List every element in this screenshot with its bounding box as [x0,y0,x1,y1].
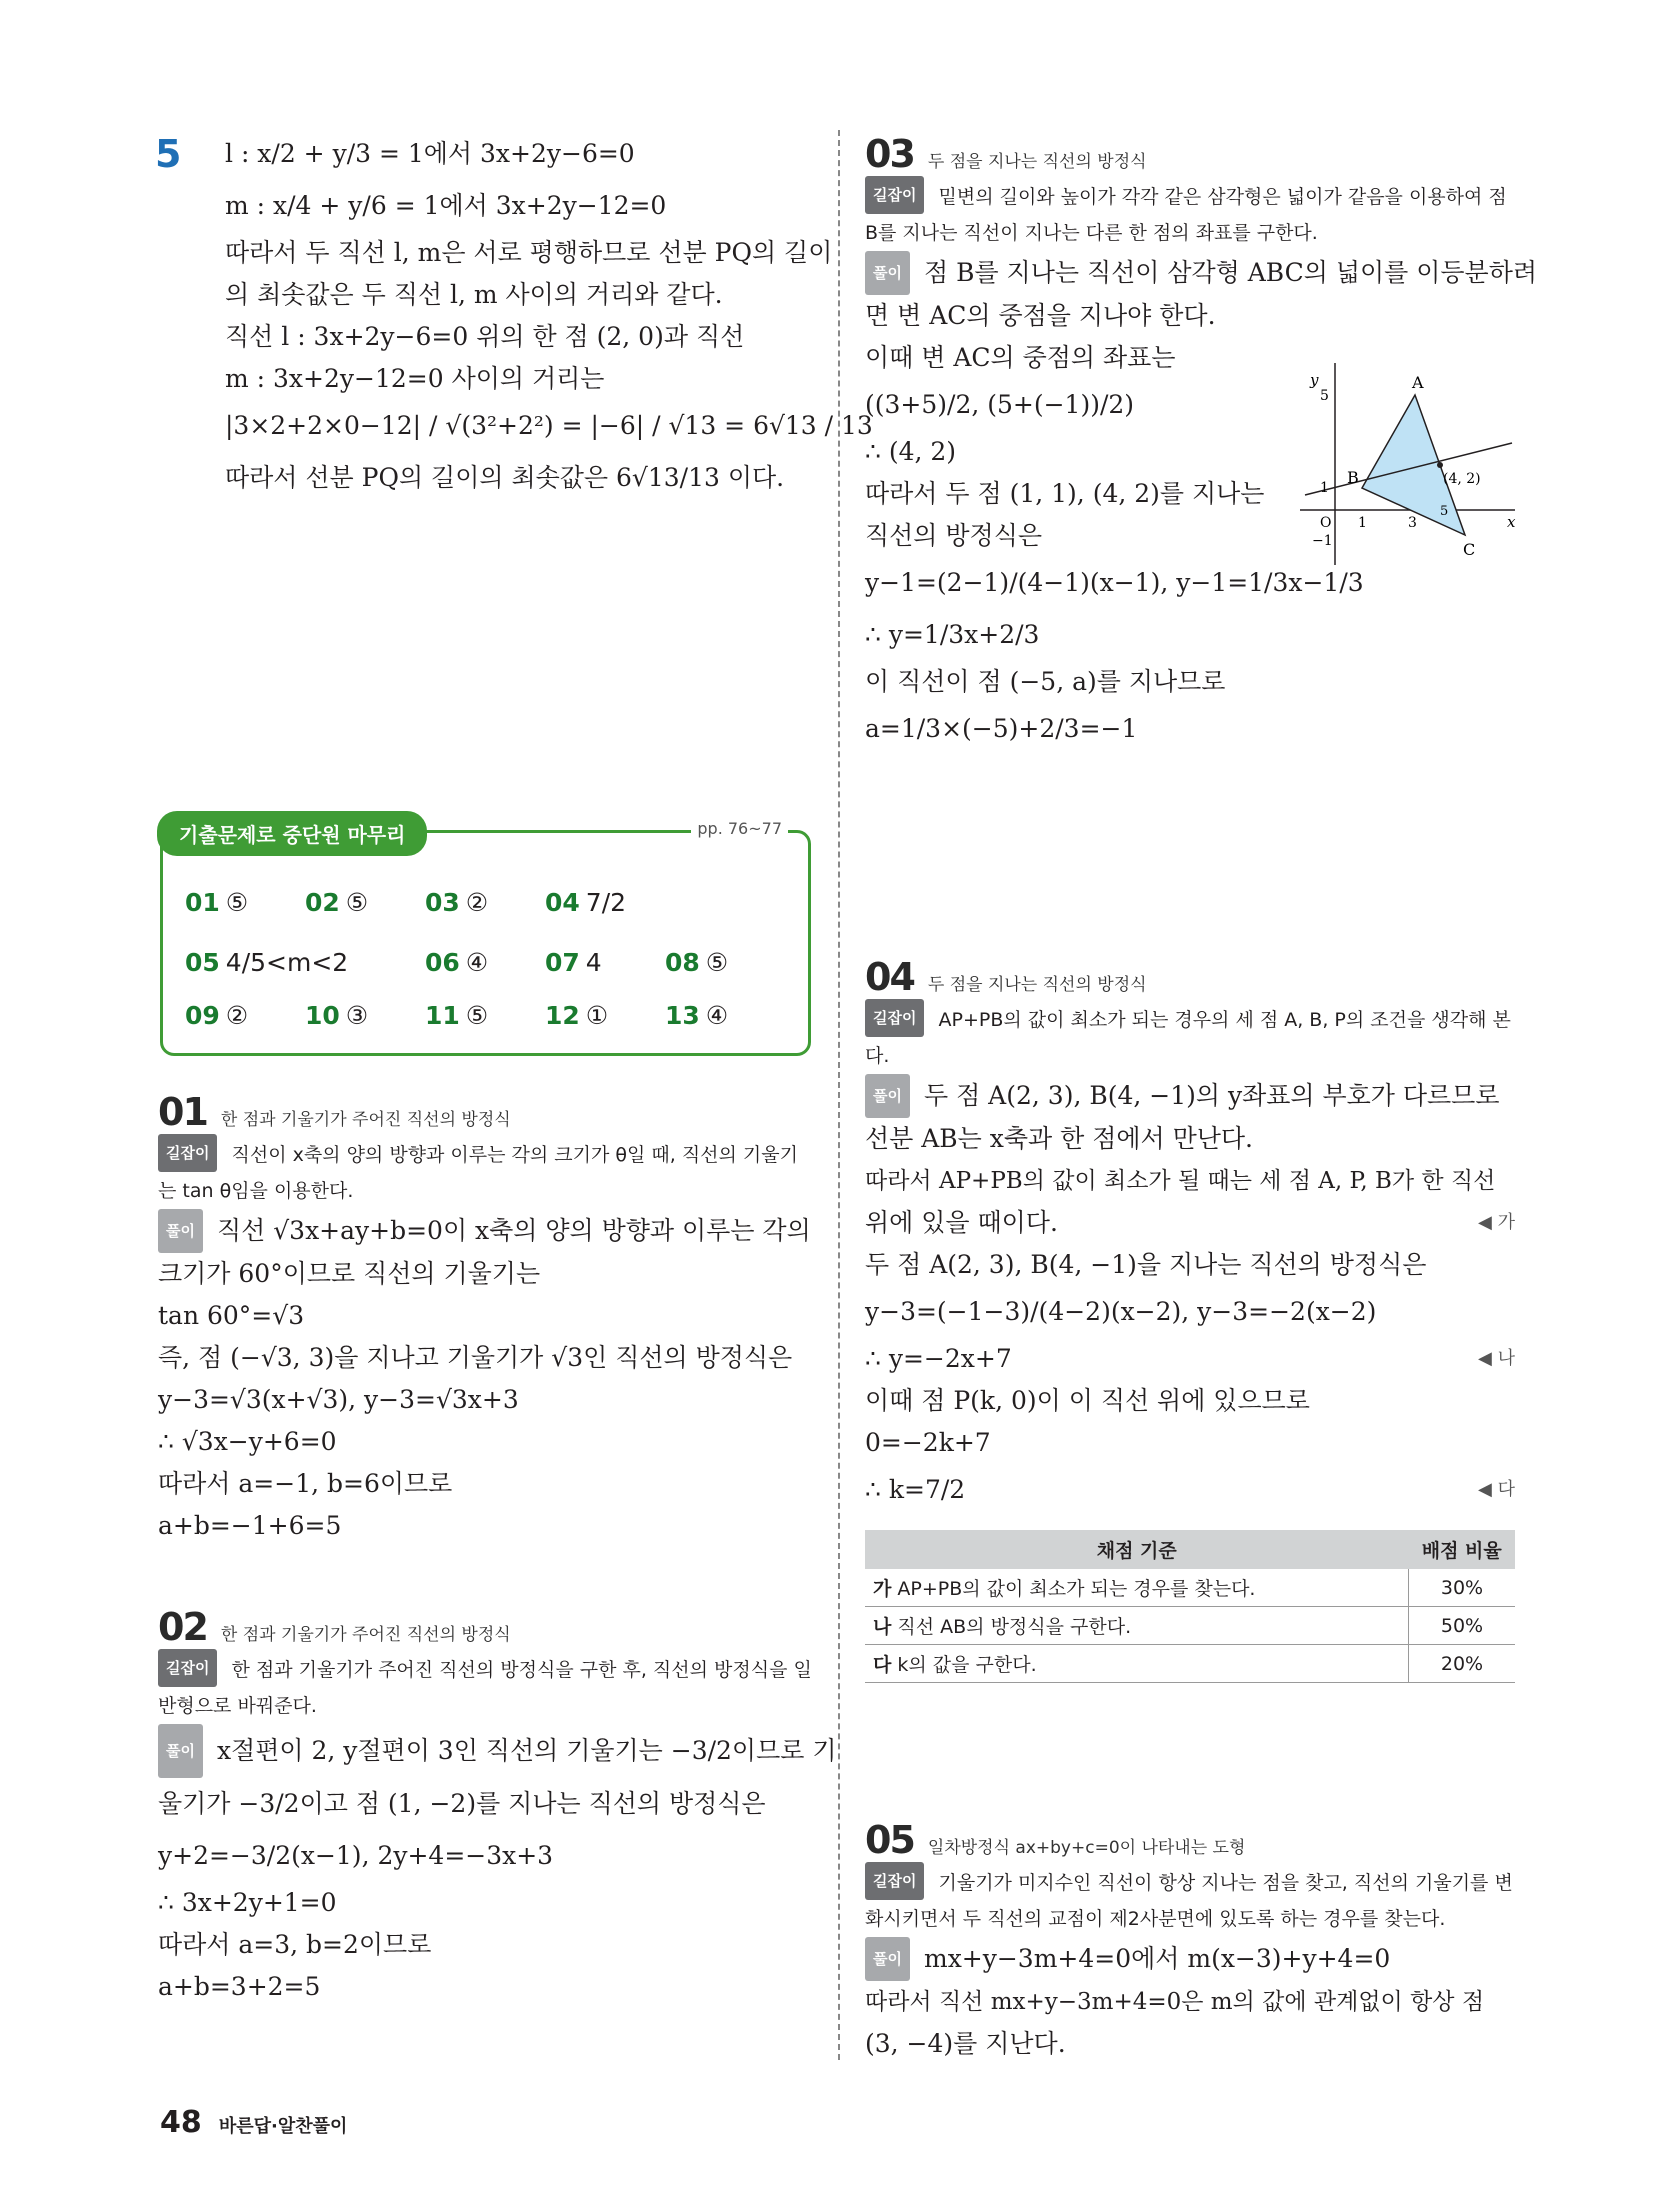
s01-line-4: 즉, 점 (−√3, 3)을 지나고 기울기가 √3인 직선의 방정식은 [158,1343,793,1372]
p5-line-2: m : x/4 + y/6 = 1에서 3x+2y−12=0 [225,191,667,220]
tick-x-1: 1 [1358,515,1367,531]
s02-line-4: ∴ 3x+2y+1=0 [158,1888,337,1917]
section-03-number: 03 [865,132,914,176]
answer-12: 12 ① [545,1001,609,1030]
answer-summary-box [160,819,811,1056]
section-03-guide: 밑변의 길이와 높이가 각각 같은 삼각형은 넓이가 같음을 이용하여 점 B를 지나는 직선이 지나는 다른 한 점의 좌표를 구한다. [865,186,1507,244]
s03-line-8: y−1=(2−1)/(4−1)(x−1), y−1=1/3x−1/3 [865,568,1364,597]
solution-tag: 풀이 [865,1937,910,1981]
answer-09: 09 ② [185,1001,249,1030]
section-05-title: 일차방정식 ax+by+c=0이 나타내는 도형 [927,1838,1246,1858]
p5-line-4: 의 최솟값은 두 직선 l, m 사이의 거리와 같다. [225,280,723,309]
section-04-title: 두 점을 지나는 직선의 방정식 [927,975,1147,995]
s02-line-1: x절편이 2, y절편이 3인 직선의 기울기는 −3/2이므로 기 [216,1736,837,1765]
table-row: 다 k의 값을 구한다. 20% [865,1645,1515,1683]
section-02-title: 한 점과 기울기가 주어진 직선의 방정식 [220,1625,511,1645]
s05-line-2: 따라서 직선 mx+y−3m+4=0은 m의 값에 관계없이 항상 점 [865,1989,1485,2015]
problem-5 [225,128,873,504]
table-row: 나 직선 AB의 방정식을 구한다. 50% [865,1607,1515,1645]
p5-line-7: |3×2+2×0−12| / √(3²+2²) = |−6| / √13 = 6√13 / 13 [225,411,873,440]
s05-line-3: (3, −4)를 지난다. [865,2029,1066,2058]
answer-11: 11 ⑤ [425,1001,489,1030]
s03-line-11: a=1/3×(−5)+2/3=−1 [865,714,1138,743]
s01-line-8: a+b=−1+6=5 [158,1511,342,1540]
scoring-table [865,1530,1515,1683]
solution-tag: 풀이 [158,1209,203,1253]
section-02-guide: 한 점과 기울기가 주어진 직선의 방정식을 구한 후, 직선의 방정식을 일반형으로 바꿔준다. [158,1659,812,1717]
section-01 [158,1080,813,1547]
midpoint-m [1437,462,1443,468]
section-04 [865,945,1515,1683]
s04-line-9: 0=−2k+7 [865,1428,991,1457]
answer-10: 10 ③ [305,1001,369,1030]
s01-line-2: 크기가 60°이므로 직선의 기울기는 [158,1259,541,1288]
s01-line-6: ∴ √3x−y+6=0 [158,1427,337,1456]
answer-13: 13 ④ [665,1001,729,1030]
tick-x-3: 3 [1408,515,1417,531]
s03-line-7: 직선의 방정식은 [865,521,1042,550]
s04-line-8: 이때 점 P(k, 0)이 이 직선 위에 있으므로 [865,1386,1310,1415]
answer-pages: pp. 76~77 [691,819,788,838]
solution-tag: 풀이 [865,251,910,295]
s02-line-2: 울기가 −3/2이고 점 (1, −2)를 지나는 직선의 방정식은 [158,1789,766,1818]
section-04-guide: AP+PB의 값이 최소가 되는 경우의 세 점 A, B, P의 조건을 생각해 본다. [865,1009,1511,1067]
s04-line-6: y−3=(−1−3)/(4−2)(x−2), y−3=−2(x−2) [865,1297,1377,1326]
s03-line-6: 따라서 두 점 (1, 1), (4, 2)를 지나는 [865,479,1265,508]
section-02-number: 02 [158,1605,207,1649]
s02-line-6: a+b=3+2=5 [158,1972,321,2001]
section-05-guide: 기울기가 미지수인 직선이 항상 지나는 점을 찾고, 직선의 기울기를 변화시키면서 두 직선의 교점이 제2사분면에 있도록 하는 경우를 찾는다. [865,1872,1513,1930]
s01-line-1: 직선 √3x+ay+b=0이 x축의 양의 방향과 이루는 각의 [216,1216,811,1245]
scoring-head-ratio: 배점 비율 [1409,1530,1516,1569]
s02-line-5: 따라서 a=3, b=2이므로 [158,1930,432,1959]
page-footer [160,2105,347,2140]
triangle-graph [1290,355,1520,570]
triangle-abc [1362,395,1465,535]
point-c-label: C [1463,540,1476,559]
tick-1: 1 [1320,480,1329,496]
guide-tag: 길잡이 [865,999,924,1037]
s03-line-10: 이 직선이 점 (−5, a)를 지나므로 [865,667,1226,696]
s03-line-3: 이때 변 AC의 중점의 좌표는 [865,343,1176,372]
point-a-label: A [1412,373,1424,392]
mark-na: ◀ 나 [1478,1348,1515,1369]
s03-line-1: 점 B를 지나는 직선이 삼각형 ABC의 넓이를 이등분하려 [923,258,1538,287]
s04-line-7: ∴ y=−2x+7 [865,1344,1012,1373]
p5-line-6: m : 3x+2y−12=0 사이의 거리는 [225,364,605,393]
table-row: 가 AP+PB의 값이 최소가 되는 경우를 찾는다. 30% [865,1569,1515,1607]
answer-08: 08 ⑤ [665,948,729,977]
s03-line-2: 면 변 AC의 중점을 지나야 한다. [865,301,1216,330]
problem-5-number: 5 [155,132,182,176]
mark-da: ◀ 다 [1478,1479,1515,1500]
s04-line-4: 위에 있을 때이다. [865,1208,1058,1237]
scoring-head-criteria: 채점 기준 [865,1530,1409,1569]
x-axis-label: x [1507,513,1516,531]
s03-line-5: ∴ (4, 2) [865,437,957,466]
section-01-guide: 직선이 x축의 양의 방향과 이루는 각의 크기가 θ일 때, 직선의 기울기는 tan θ임을 이용한다. [158,1144,798,1202]
solution-tag: 풀이 [865,1074,910,1118]
point-b-label: B [1347,468,1359,487]
s04-line-3: 따라서 AP+PB의 값이 최소가 될 때는 세 점 A, P, B가 한 직선 [865,1168,1496,1194]
tick-5: 5 [1320,388,1329,404]
s03-line-9: ∴ y=1/3x+2/3 [865,620,1040,649]
s01-line-3: tan 60°=√3 [158,1301,305,1330]
mark-ga: ◀ 가 [1478,1212,1515,1233]
s03-line-4: ((3+5)/2, (5+(−1))/2) [865,390,1135,419]
origin-label: O [1320,515,1332,531]
guide-tag: 길잡이 [158,1649,217,1687]
s01-line-5: y−3=√3(x+√3), y−3=√3x+3 [158,1385,519,1414]
p5-line-1: l : x/2 + y/3 = 1에서 3x+2y−6=0 [225,139,635,168]
answer-04: 04 7/2 [545,888,627,917]
s04-line-1: 두 점 A(2, 3), B(4, −1)의 y좌표의 부호가 다르므로 [923,1081,1500,1110]
answer-01: 01 ⑤ [185,888,249,917]
answer-02: 02 ⑤ [305,888,369,917]
s04-line-10: ∴ k=7/2 [865,1475,966,1504]
solution-tag: 풀이 [158,1724,203,1778]
s02-line-3: y+2=−3/2(x−1), 2y+4=−3x+3 [158,1841,554,1870]
p5-line-5: 직선 l : 3x+2y−6=0 위의 한 점 (2, 0)과 직선 [225,322,745,351]
answer-03: 03 ② [425,888,489,917]
section-01-title: 한 점과 기울기가 주어진 직선의 방정식 [220,1110,511,1130]
answer-05: 05 4/5<m<2 [185,948,349,977]
section-05 [865,1808,1515,2065]
p5-line-8: 따라서 선분 PQ의 길이의 최솟값은 6√13/13 이다. [225,463,785,492]
footer-label: 바른답·알찬풀이 [218,2116,348,2137]
p5-line-3: 따라서 두 직선 l, m은 서로 평행하므로 선분 PQ의 길이 [225,238,833,267]
tick-minus-1: −1 [1312,533,1333,549]
tick-mark-5: 5 [1440,504,1449,519]
s05-line-1: mx+y−3m+4=0에서 m(x−3)+y+4=0 [923,1944,1391,1973]
answer-banner: 기출문제로 중단원 마무리 [157,811,427,856]
page-number: 48 [160,2105,202,2140]
section-04-number: 04 [865,955,914,999]
guide-tag: 길잡이 [865,1862,924,1900]
s01-line-7: 따라서 a=−1, b=6이므로 [158,1469,453,1498]
section-01-number: 01 [158,1090,207,1134]
y-axis-label: y [1310,371,1319,389]
section-03-title: 두 점을 지나는 직선의 방정식 [927,152,1147,172]
midpoint-label: (4, 2) [1443,471,1481,487]
section-02 [158,1595,837,2008]
section-05-number: 05 [865,1818,914,1862]
answer-07: 07 4 [545,948,602,977]
s04-line-2: 선분 AB는 x축과 한 점에서 만난다. [865,1124,1254,1153]
s04-line-5: 두 점 A(2, 3), B(4, −1)을 지나는 직선의 방정식은 [865,1250,1427,1279]
guide-tag: 길잡이 [158,1134,217,1172]
answer-06: 06 ④ [425,948,489,977]
guide-tag: 길잡이 [865,176,924,214]
